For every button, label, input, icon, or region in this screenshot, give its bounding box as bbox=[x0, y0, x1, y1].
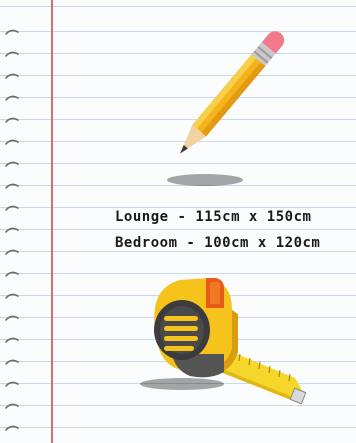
margin-line bbox=[51, 0, 53, 443]
pencil-icon bbox=[140, 20, 310, 190]
bedroom-measurement: Bedroom - 100cm x 120cm bbox=[115, 235, 321, 251]
tape-measure-icon bbox=[120, 258, 320, 438]
binding-rings bbox=[0, 0, 30, 443]
lounge-measurement: Lounge - 115cm x 150cm bbox=[115, 209, 312, 225]
ring-holes-graphic bbox=[0, 0, 30, 443]
